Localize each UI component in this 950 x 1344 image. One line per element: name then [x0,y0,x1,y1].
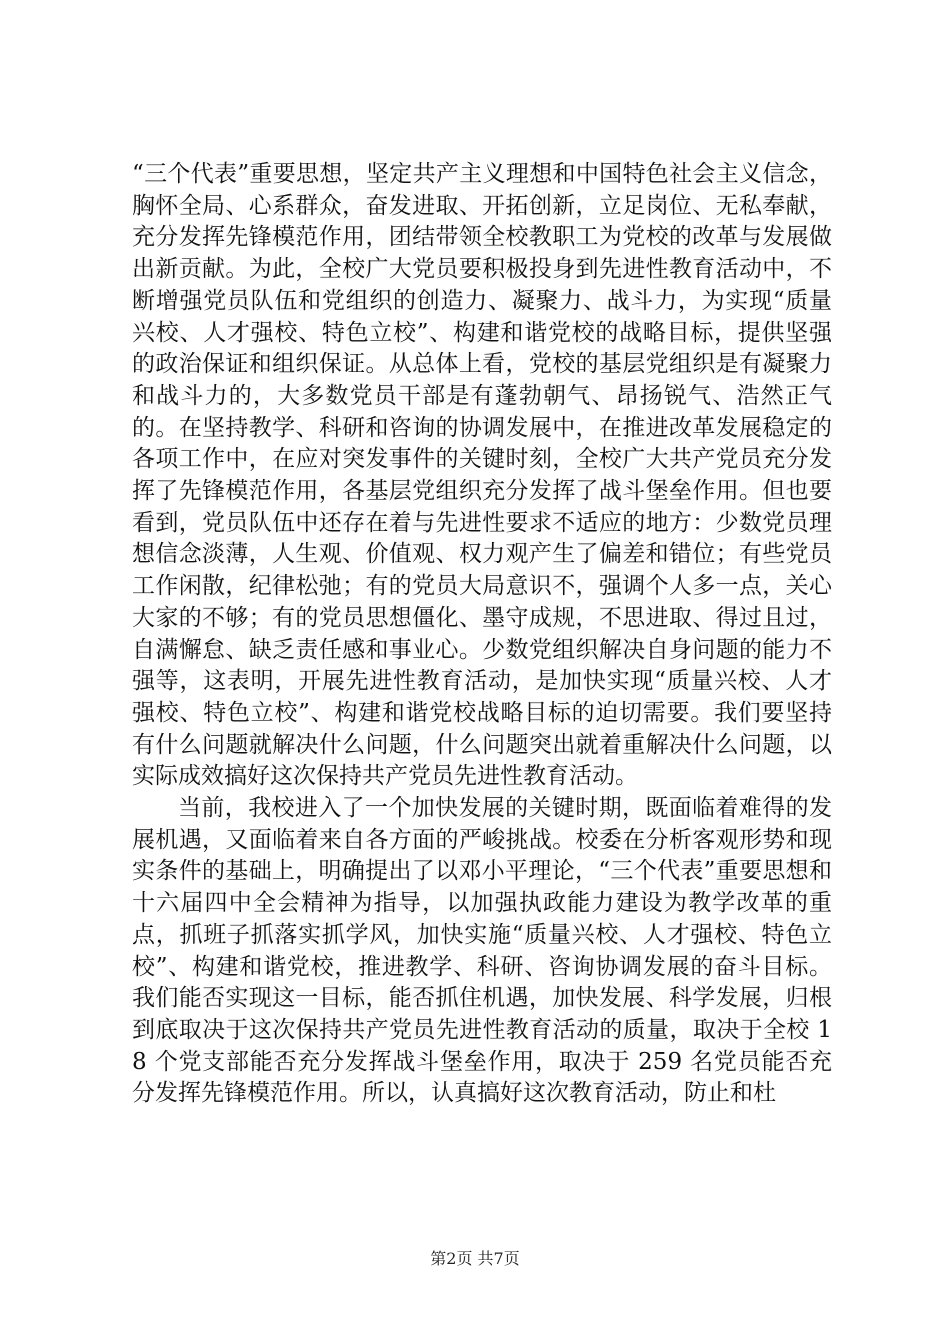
page-number-footer: 第2页 共7页 [430,1249,520,1268]
paragraph-continued: “三个代表”重要思想，坚定共产主义理想和中国特色社会主义信念，胸怀全局、心系群众，奋发进取、开拓创新，立足岗位、无私奉献，充分发挥先锋模范作用，团结带领全校教职工为党校的改革与发展做出新贡献。为此，全校广大党员要积极投身到先进性教育活动中，不断增强党员队伍和党组织的创造力、凝聚力、战斗力，为实现“质量兴校、人才强校、特色立校”、构建和谐党校的战略目标，提供坚强的政治保证和组织保证。从总体上看，党校的基层党组织是有凝聚力和战斗力的，大多数党员干部是有蓬勃朝气、昂扬锐气、浩然正气的。在坚持教学、科研和咨询的协调发展中，在推进改革发展稳定的各项工作中，在应对突发事件的关键时刻，全校广大共产党员充分发挥了先锋模范作用，各基层党组织充分发挥了战斗堡垒作用。但也要看到，党员队伍中还存在着与先进性要求不适应的地方：少数党员理想信念淡薄，人生观、价值观、权力观产生了偏差和错位；有些党员工作闲散，纪律松弛；有的党员大局意识不，强调个人多一点，关心大家的不够；有的党员思想僵化、墨守成规，不思进取、得过且过，自满懈怠、缺乏责任感和事业心。少数党组织解决自身问题的能力不强等，这表明，开展先进性教育活动，是加快实现“质量兴校、人才强校、特色立校”、构建和谐党校战略目标的迫切需要。我们要坚持有什么问题就解决什么问题，什么问题突出就着重解决什么问题，以实际成效搞好这次保持共产党员先进性教育活动。 [132,161,832,790]
paragraph-current-period: 当前，我校进入了一个加快发展的关键时期，既面临着难得的发展机遇，又面临着来自各方面的严峻挑战。校委在分析客观形势和现实条件的基础上，明确提出了以邓小平理论，“三个代表”重要思想和十六届四中全会精神为指导，以加强执政能力建设为教学改革的重点，抓班子抓落实抓学风，加快实施“质量兴校、人才强校、特色立校”、构建和谐党校，推进教学、科研、咨询协调发展的奋斗目标。我们能否实现这一目标，能否抓住机遇，加快发展、科学发展，归根到底取决于这次保持共产党员先进性教育活动的质量，取决于全校 18 个党支部能否充分发挥战斗堡垒作用，取决于 259 名党员能否充分发挥先锋模范作用。所以，认真搞好这次教育活动，防止和杜 [132,795,832,1107]
document-body [132,159,832,1110]
